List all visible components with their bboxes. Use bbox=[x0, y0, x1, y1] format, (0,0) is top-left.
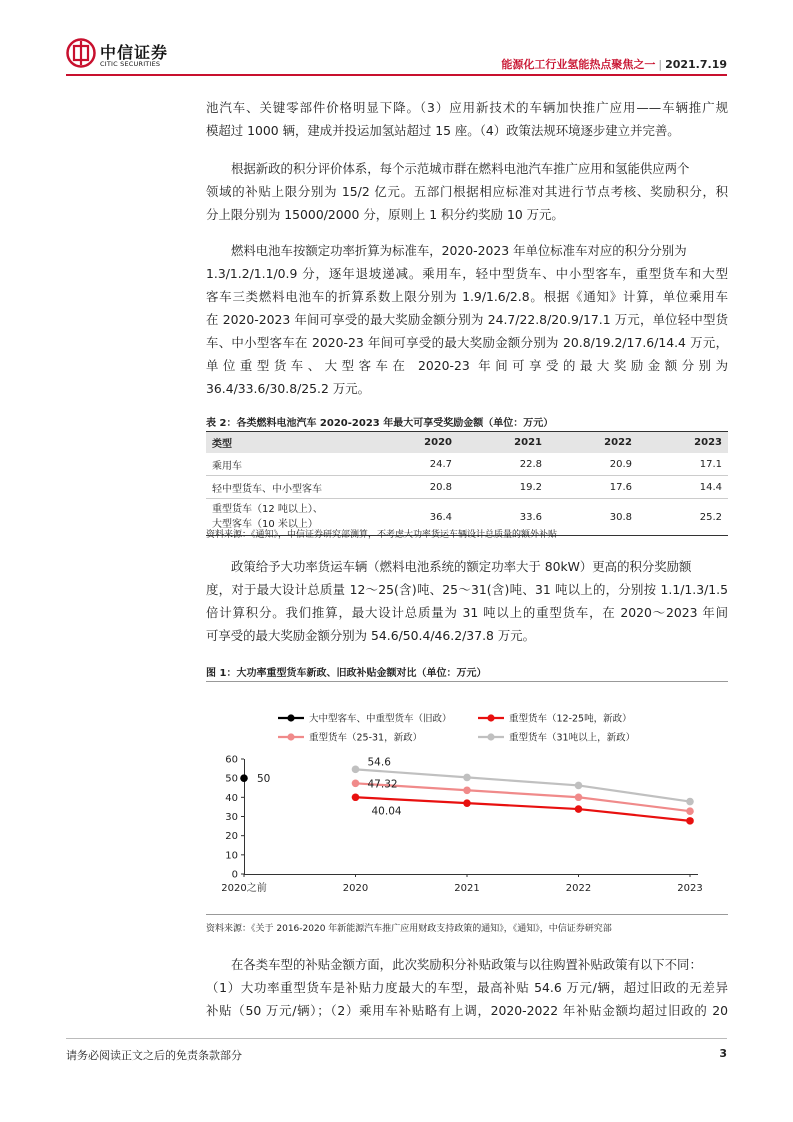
x-tick-label: 2023 bbox=[677, 883, 703, 894]
text-line: 在各类车型的补贴金额方面，此次奖励积分补贴政策与以往购置补贴政策有以下不同： bbox=[231, 957, 702, 972]
y-tick-label: 30 bbox=[225, 812, 238, 823]
report-date: 2021.7.19 bbox=[665, 58, 727, 71]
text-line: 可享受的最大奖励金额分别为 54.6/50.4/46.2/37.8 万元。 bbox=[206, 628, 536, 643]
text-line: 政策给予大功率货运车辆（燃料电池系统的额定功率大于 80kW）更高的积分奖励额 bbox=[231, 559, 692, 574]
table-row bbox=[206, 453, 728, 476]
table-cell: 17.1 bbox=[638, 453, 728, 476]
data-point bbox=[463, 799, 471, 807]
logo-text-cn: 中信证券 bbox=[100, 43, 169, 62]
table-cell: 25.2 bbox=[638, 499, 728, 536]
figure-caption: 图 1：大功率重型货车新政、旧政补贴金额对比（单位：万元） bbox=[206, 668, 487, 679]
y-tick-label: 40 bbox=[225, 792, 238, 804]
data-point bbox=[352, 766, 360, 774]
table-header-cell: 类型 bbox=[206, 432, 368, 454]
legend-marker bbox=[287, 714, 294, 721]
table-header-cell: 2020 bbox=[368, 432, 458, 454]
y-tick-label: 10 bbox=[225, 850, 238, 862]
subsidy-line-chart bbox=[206, 690, 728, 910]
text-line: 分上限分别为 15000/2000 分，原则上 1 积分约奖励 10 万元。 bbox=[206, 207, 564, 222]
text-line: 度，对于最大设计总质量 12～25(含)吨、25～31(含)吨、31 吨以上的，分别按 1.1/1.3/1.5 bbox=[206, 582, 728, 597]
x-tick-label: 2021 bbox=[454, 883, 480, 894]
text-line: 36.4/33.6/30.8/25.2 万元。 bbox=[206, 381, 370, 396]
series-line bbox=[356, 797, 691, 821]
table-cell: 乘用车 bbox=[206, 453, 368, 476]
x-tick-label: 2020之前 bbox=[221, 883, 267, 894]
data-point bbox=[352, 780, 360, 788]
table-cell: 14.4 bbox=[638, 476, 728, 499]
x-tick-label: 2022 bbox=[565, 883, 592, 894]
data-label: 40.04 bbox=[371, 805, 402, 818]
table-header-cell: 2021 bbox=[458, 432, 548, 454]
data-point bbox=[686, 817, 694, 825]
text-line: （1）大功率重型货车是补贴力度最大的车型，最高补贴 54.6 万元/辆，超过旧政的无差异 bbox=[206, 980, 728, 995]
data-point bbox=[686, 807, 694, 815]
text-line: 单位重型货车、大型客车在 2020-23 年间可享受的最大奖励金额分别为 bbox=[206, 358, 728, 373]
table-cell: 30.8 bbox=[548, 499, 638, 536]
source-divider bbox=[206, 914, 728, 915]
text-line: 倍计算积分。我们推算，最大设计总质量为 31 吨以上的重型货车，在 2020～2023 年间 bbox=[206, 605, 728, 620]
table-cell: 20.8 bbox=[368, 476, 458, 499]
y-tick-label: 60 bbox=[225, 754, 238, 766]
text-line: 车、中小型客车在 2020-23 年间可享受的最大奖励金额分别为 20.8/19.2/17.6/14.4 万元， bbox=[206, 335, 728, 350]
paragraph-4 bbox=[206, 555, 728, 647]
data-point bbox=[575, 793, 583, 801]
text-line: 燃料电池车按额定功率折算为标准车，2020-2023 年单位标准车对应的积分分别为 bbox=[231, 243, 687, 258]
text-line: 在 2020-2023 年间可享受的最大奖励金额分别为 24.7/22.8/20.9/17.1 万元，单位轻中型货 bbox=[206, 312, 728, 327]
data-point bbox=[686, 798, 694, 806]
table-cell: 17.6 bbox=[548, 476, 638, 499]
text-line: 领域的补贴上限分别为 15/2 亿元。五部门根据相应标准对其进行节点考核、奖励积分，积 bbox=[206, 184, 728, 199]
header-separator: | bbox=[658, 58, 663, 71]
table-header-cell: 2022 bbox=[548, 432, 638, 454]
legend-label: 重型货车（31吨以上，新政） bbox=[509, 732, 636, 744]
text-line: 1.3/1.2/1.1/0.9 分，逐年退坡递减。乘用车，轻中型货车、中小型客车，重型货车和大型 bbox=[206, 266, 728, 281]
paragraph-5 bbox=[206, 953, 728, 1022]
paragraph-1 bbox=[206, 96, 728, 142]
table-row bbox=[206, 476, 728, 499]
legend-marker bbox=[287, 733, 294, 740]
citic-logo-icon bbox=[66, 38, 96, 68]
data-label: 47.32 bbox=[367, 778, 398, 791]
y-tick-label: 20 bbox=[225, 831, 238, 843]
footer-divider bbox=[66, 1038, 727, 1039]
legend-marker bbox=[487, 714, 494, 721]
table-cell: 33.6 bbox=[458, 499, 548, 536]
figure-source: 资料来源：《关于 2016-2020 年新能源汽车推广应用财政支持政策的通知》，《通知》，中信证券研究部 bbox=[206, 924, 612, 934]
text-line: 模超过 1000 辆，建成并投运加氢站超过 15 座。（4）政策法规环境逐步建立并完善。 bbox=[206, 123, 680, 138]
y-tick-label: 0 bbox=[231, 869, 238, 881]
table-source: 资料来源：《通知》，中信证券研究部测算，不考虑大功率货运车辆设计总质量的额外补贴 bbox=[206, 530, 558, 540]
legend-marker bbox=[487, 733, 494, 740]
y-tick-label: 50 bbox=[225, 773, 238, 785]
table-cell: 19.2 bbox=[458, 476, 548, 499]
data-point bbox=[352, 793, 360, 801]
table-header-cell: 2023 bbox=[638, 432, 728, 454]
table-cell: 轻中型货车、中小型客车 bbox=[206, 476, 368, 499]
data-label: 50 bbox=[257, 773, 271, 786]
data-point bbox=[575, 805, 583, 813]
page-number: 3 bbox=[719, 1047, 727, 1060]
table-cell-line: 重型货车（12 吨以上）、 bbox=[212, 504, 323, 515]
table-cell-line: 大型客车（10 米以上） bbox=[212, 519, 318, 530]
legend-label: 重型货车（25-31，新政） bbox=[309, 732, 423, 744]
table-cell: 24.7 bbox=[368, 453, 458, 476]
x-tick-label: 2020 bbox=[342, 883, 369, 894]
data-point bbox=[240, 774, 248, 782]
header-divider bbox=[66, 74, 727, 76]
report-title: 能源化工行业氢能热点聚焦之一 bbox=[501, 58, 656, 71]
table-cell: 20.9 bbox=[548, 453, 638, 476]
data-point bbox=[575, 782, 583, 790]
legend-label: 大中型客车、中重型货车（旧政） bbox=[309, 713, 452, 725]
table-caption: 表 2：各类燃料电池汽车 2020-2023 年最大可享受奖励金额（单位：万元） bbox=[206, 418, 554, 429]
figure-divider bbox=[206, 681, 728, 682]
text-line: 根据新政的积分评价体系，每个示范城市群在燃料电池汽车推广应用和氢能供应两个 bbox=[231, 161, 690, 176]
paragraph-3 bbox=[206, 239, 728, 400]
data-point bbox=[463, 774, 471, 782]
text-line: 客车三类燃料电池车的折算系数上限分别为 1.9/1.6/2.8。根据《通知》计算，单位乘用车 bbox=[206, 289, 728, 304]
data-label: 54.6 bbox=[367, 756, 391, 769]
table-cell: 22.8 bbox=[458, 453, 548, 476]
legend-label: 重型货车（12-25吨，新政） bbox=[509, 713, 632, 725]
reward-table bbox=[206, 431, 728, 536]
table-cell: 36.4 bbox=[368, 499, 458, 536]
table-header-row bbox=[206, 432, 728, 454]
text-line: 补贴（50 万元/辆）；（2）乘用车补贴略有上调，2020-2022 年补贴金额均超过旧政的 20 bbox=[206, 1003, 728, 1018]
text-line: 池汽车、关键零部件价格明显下降。（3）应用新技术的车辆加快推广应用——车辆推广规 bbox=[206, 100, 728, 115]
footer-disclaimer: 请务必阅读正文之后的免责条款部分 bbox=[66, 1049, 242, 1062]
report-header bbox=[501, 56, 727, 72]
data-point bbox=[463, 786, 471, 794]
logo-text-en: CITIC SECURITIES bbox=[100, 60, 161, 68]
paragraph-2 bbox=[206, 157, 728, 226]
